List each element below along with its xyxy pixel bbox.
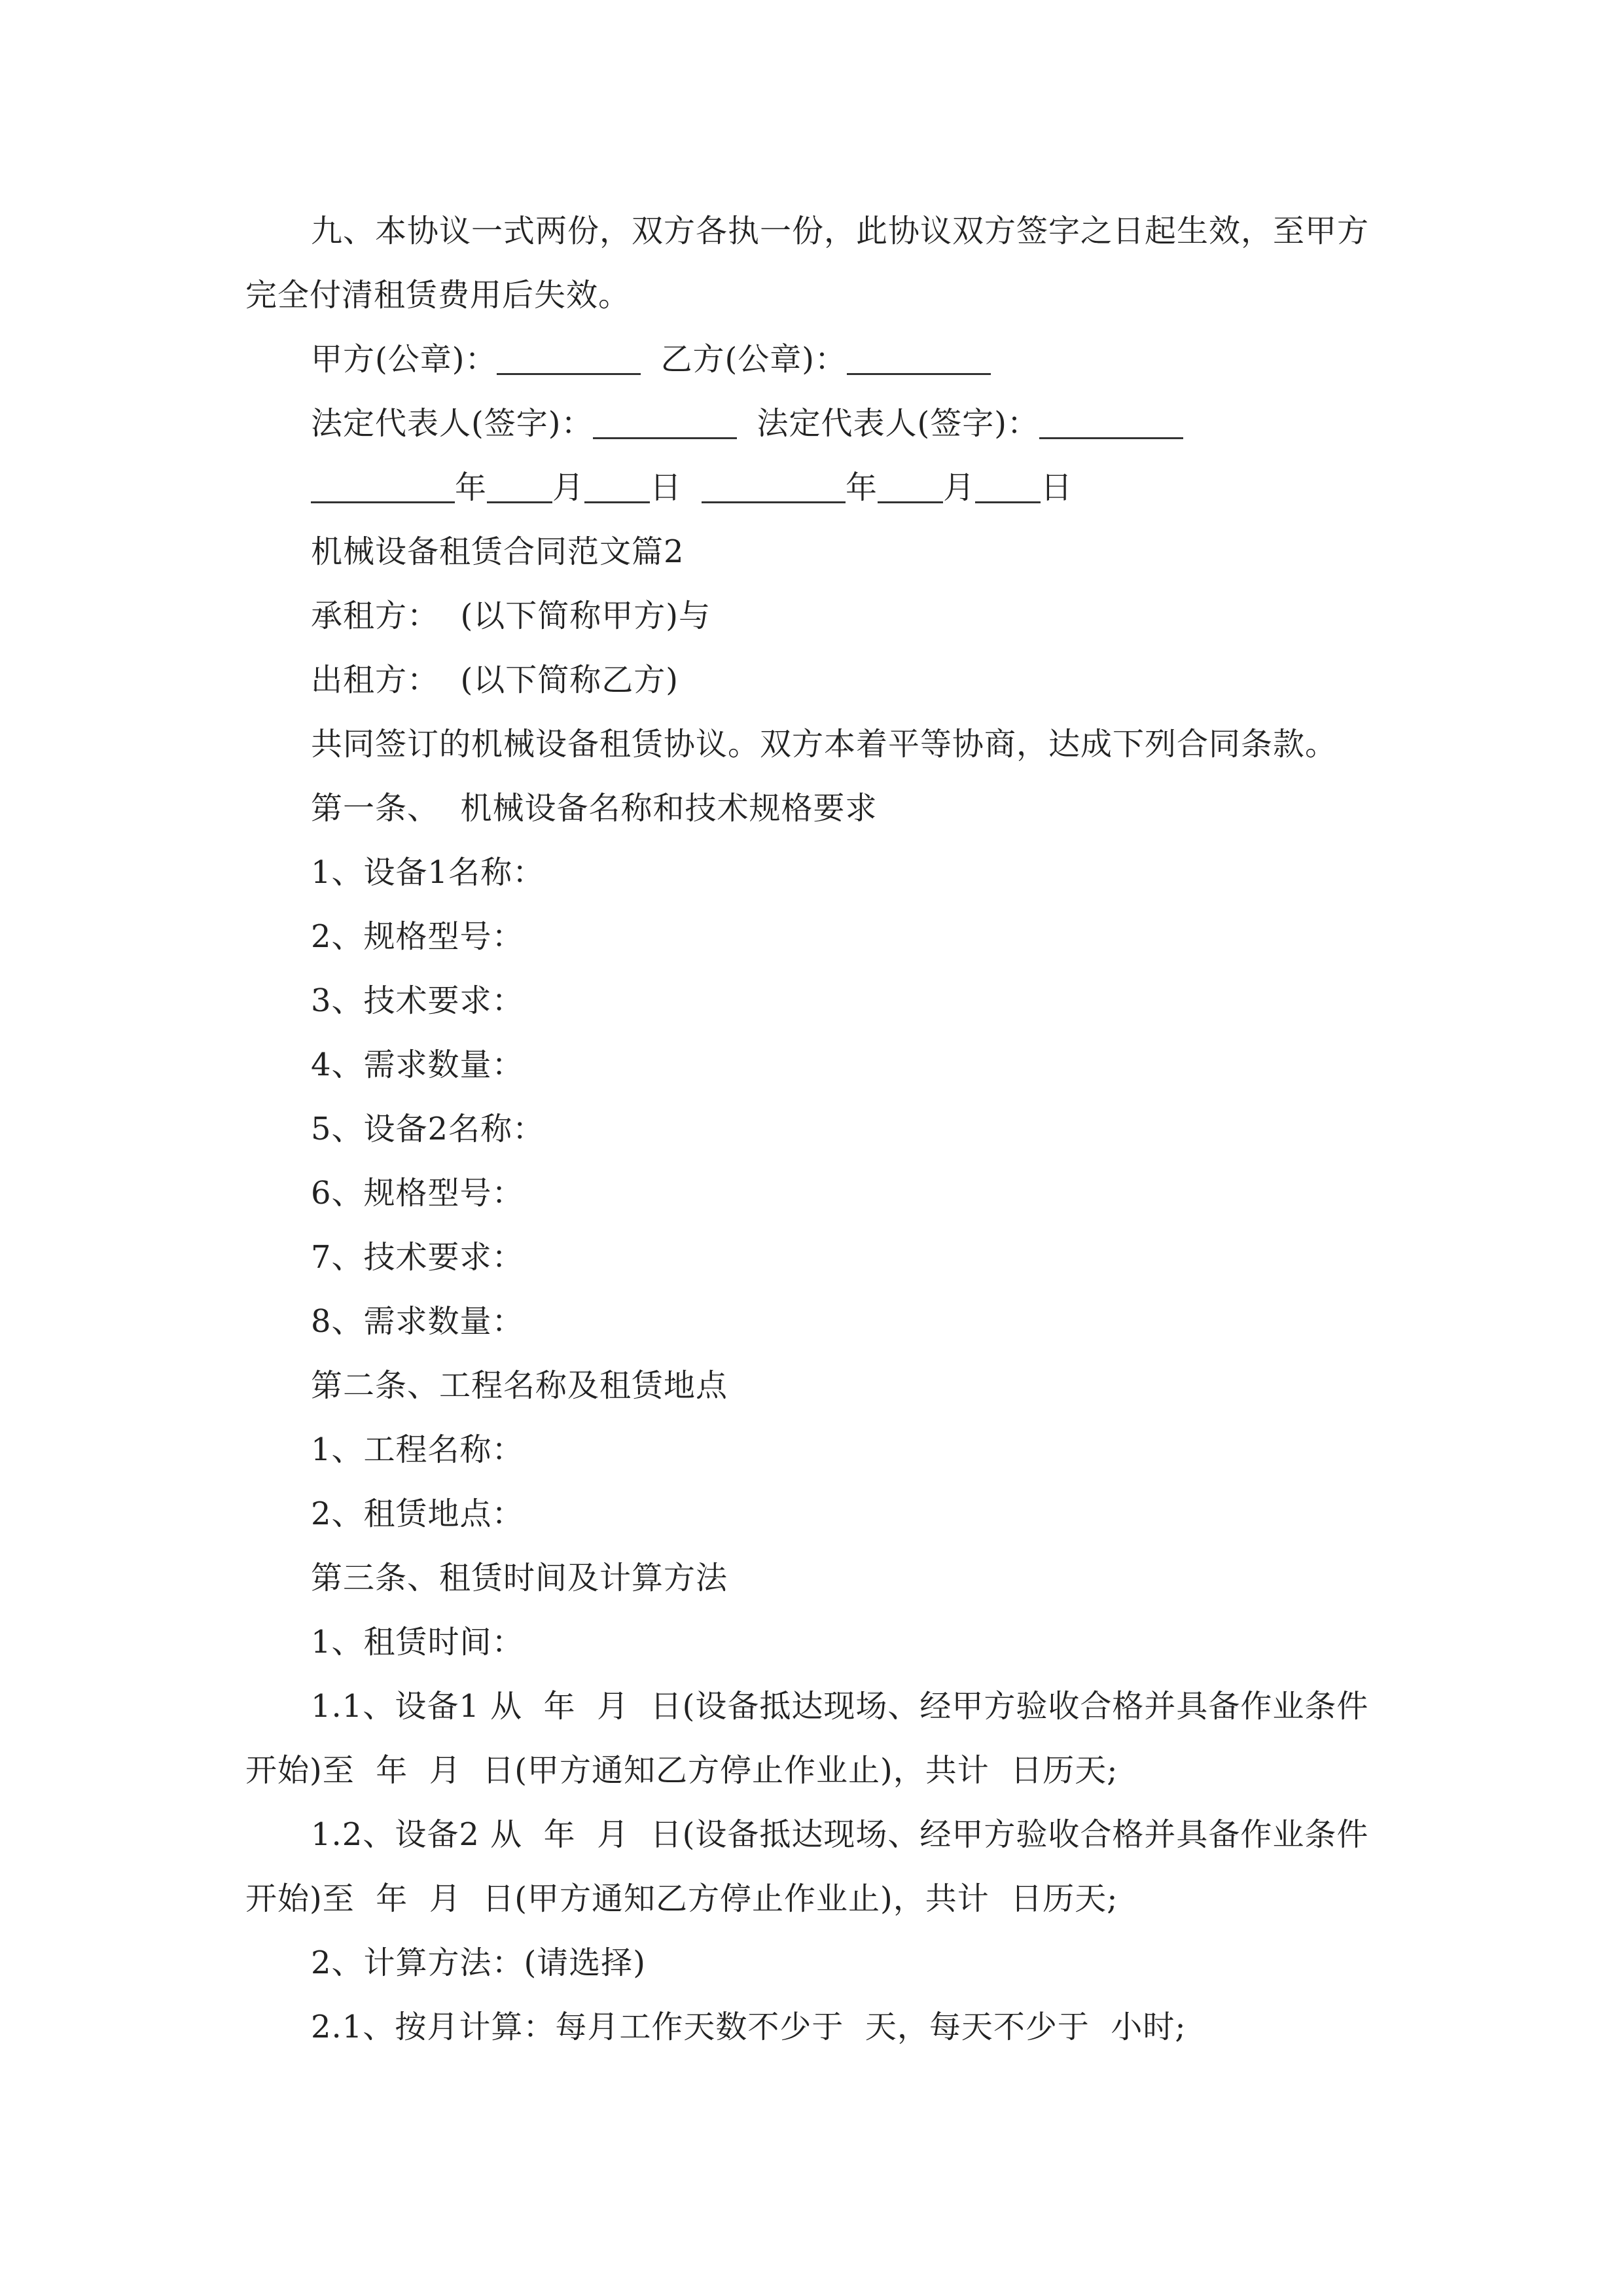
date-line <box>245 456 1384 520</box>
article-1-item: 7、技术要求： <box>311 1239 524 1276</box>
date-a-day-blank <box>584 469 650 503</box>
clause-nine-line2: 完全付清租赁费用后失效。 <box>245 277 631 314</box>
date-a-month-blank <box>487 469 552 503</box>
article-1-item: 3、技术要求： <box>311 982 524 1019</box>
party-a-seal-blank <box>497 340 641 375</box>
date-a-year-label: 年 <box>455 469 488 506</box>
date-b-year-label: 年 <box>846 469 878 506</box>
party-b-seal-blank <box>847 340 991 375</box>
rent-time-heading: 1、租赁时间： <box>311 1624 524 1660</box>
article-1-item: 5、设备2名称： <box>311 1111 545 1147</box>
date-b-month-label: 月 <box>943 469 976 506</box>
article-1-item: 2、规格型号： <box>311 918 524 955</box>
signature-seal-line <box>245 327 1384 391</box>
article-2-item: 1、工程名称： <box>311 1431 524 1468</box>
date-a-year-blank <box>311 469 455 503</box>
item-1-2-line2: 开始)至 年 月 日(甲方通知乙方停止作业止)，共计 日历天; <box>245 1880 1118 1917</box>
party-b-rep-blank <box>1039 404 1183 439</box>
article-1-item: 6、规格型号： <box>311 1175 524 1211</box>
article-1-item: 8、需求数量： <box>311 1303 524 1340</box>
article-2-title: 第二条、工程名称及租赁地点 <box>311 1367 728 1404</box>
item-1-1-line2: 开始)至 年 月 日(甲方通知乙方停止作业止)，共计 日历天; <box>245 1752 1118 1789</box>
party-a-rep-blank <box>593 404 737 439</box>
date-b-month-blank <box>878 469 943 503</box>
date-a-day-label: 日 <box>650 469 683 506</box>
lessee-line: 承租方： (以下简称甲方)与 <box>311 598 711 634</box>
party-b-rep-label: 法定代表人(签字)： <box>757 405 1039 442</box>
party-a-rep-label: 法定代表人(签字)： <box>311 405 594 442</box>
intro-line: 共同签订的机械设备租赁协议。双方本着平等协商，达成下列合同条款。 <box>311 726 1338 762</box>
article-1-item: 4、需求数量： <box>311 1047 524 1083</box>
item-2-1: 2.1、按月计算：每月工作天数不少于 天，每天不少于 小时; <box>311 2009 1186 2045</box>
item-1-1-line1: 1.1、设备1 从 年 月 日(设备抵达现场、经甲方验收合格并具备作业条件 <box>311 1688 1369 1725</box>
calc-method-heading: 2、计算方法：(请选择) <box>311 1945 646 1981</box>
date-a-month-label: 月 <box>552 469 585 506</box>
party-a-seal-label: 甲方(公章)： <box>311 341 497 378</box>
article-1-title: 第一条、 机械设备名称和技术规格要求 <box>311 790 878 827</box>
date-b-year-blank <box>702 469 846 503</box>
article-2-item: 2、租赁地点： <box>311 1496 524 1532</box>
legal-representative-line <box>245 391 1384 456</box>
lessor-line: 出租方： (以下简称乙方) <box>311 662 679 698</box>
date-b-day-blank <box>975 469 1041 503</box>
article-3-title: 第三条、租赁时间及计算方法 <box>311 1560 728 1596</box>
date-b-day-label: 日 <box>1041 469 1073 506</box>
party-b-seal-label: 乙方(公章)： <box>660 341 847 378</box>
document-body <box>245 199 1384 2059</box>
contract-2-title: 机械设备租赁合同范文篇2 <box>311 533 685 570</box>
item-1-2-line1: 1.2、设备2 从 年 月 日(设备抵达现场、经甲方验收合格并具备作业条件 <box>311 1816 1369 1853</box>
article-1-item: 1、设备1名称： <box>311 854 545 891</box>
clause-nine-line1: 九、本协议一式两份，双方各执一份，此协议双方签字之日起生效，至甲方 <box>311 213 1370 249</box>
